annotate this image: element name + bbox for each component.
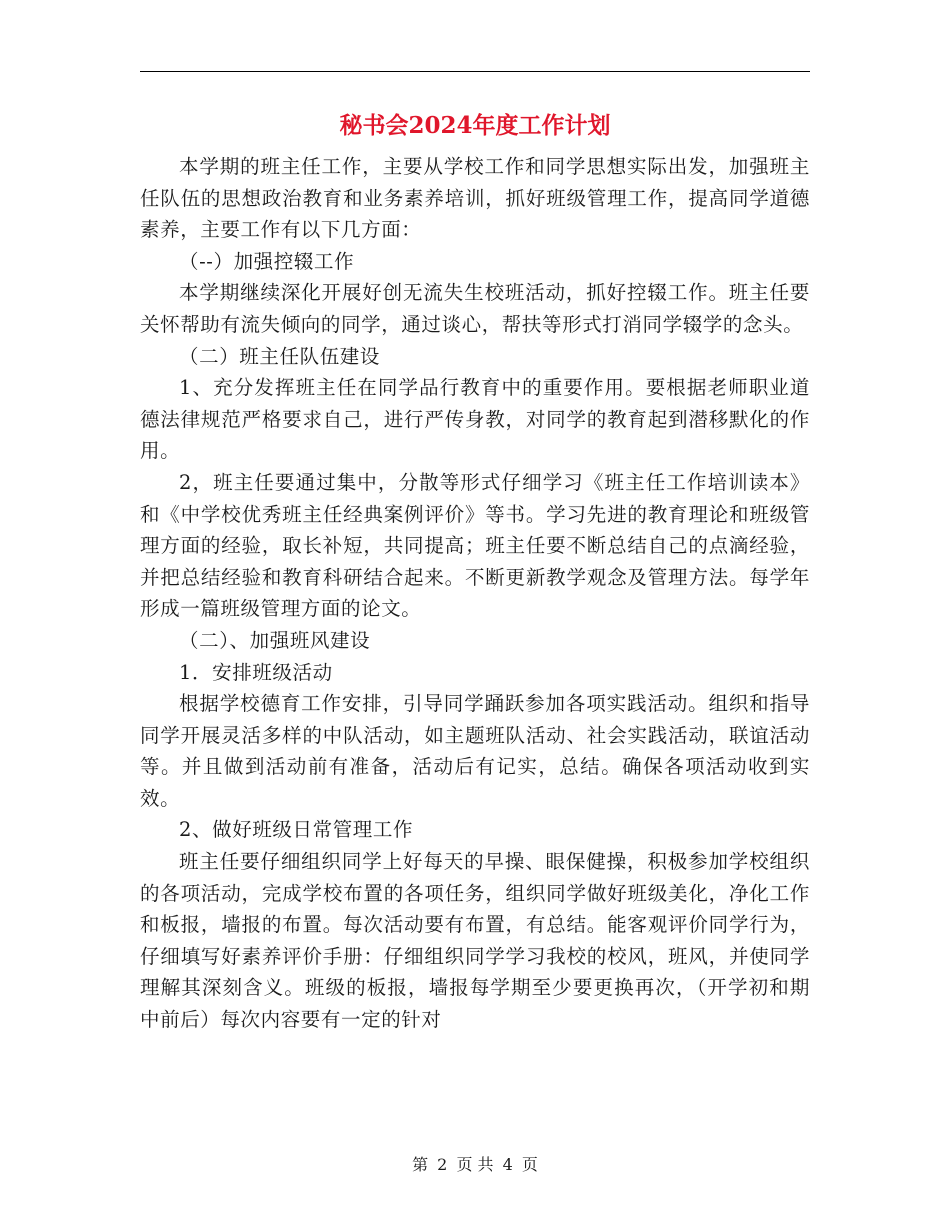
- paragraph: 根据学校德育工作安排，引导同学踊跃参加各项实践活动。组织和指导同学开展灵活多样的中队活动，如主题班队活动、社会实践活动，联谊活动等。并且做到活动前有准备，活动后有记实，总结。确保各项活动收到实效。: [140, 692, 810, 810]
- document-body: [140, 151, 810, 1036]
- paragraph: 班主任要仔细组织同学上好每天的早操、眼保健操，积极参加学校组织的各项活动，完成学校布置的各项任务，组织同学做好班级美化，净化工作和板报，墙报的布置。每次活动要有布置，有总结。能客观评价同学行为，仔细填写好素养评价手册：仔细组织同学学习我校的校风，班风，并使同学理解其深刻含义。班级的板报，墙报每学期至少要更换再次，（开学初和期中前后）每次内容要有一定的针对: [140, 850, 810, 1032]
- paragraph: 本学期继续深化开展好创无流失生校班活动，抓好控辍工作。班主任要关怀帮助有流失倾向的同学，通过谈心，帮扶等形式打消同学辍学的念头。: [140, 281, 810, 336]
- section-heading: （二）班主任队伍建设: [179, 344, 381, 368]
- current-page-number: 2: [437, 1155, 448, 1174]
- total-page-count: 4: [502, 1155, 513, 1174]
- subsection-heading: 1．安排班级活动: [179, 660, 333, 684]
- section-heading: （二）、加强班风建设: [179, 628, 371, 652]
- page-footer: [0, 1153, 950, 1177]
- subsection-heading: 2、做好班级日常管理工作: [179, 818, 414, 842]
- footer-suffix: 页: [521, 1155, 538, 1174]
- paragraph: 2，班主任要通过集中，分散等形式仔细学习《班主任工作培训读本》和《中学校优秀班主任经典案例评价》等书。学习先进的教育理论和班级管理方面的经验，取长补短，共同提高；班主任要不断总结自己的点滴经验，并把总结经验和教育科研结合起来。不断更新教学观念及管理方法。每学年形成一篇班级管理方面的论文。: [140, 470, 810, 621]
- paragraph: 本学期的班主任工作，主要从学校工作和同学思想实际出发，加强班主任队伍的思想政治教育和业务素养培训，抓好班级管理工作，提高同学道德素养，主要工作有以下几方面：: [140, 155, 810, 242]
- document-title: 秘书会2024年度工作计划: [339, 112, 611, 139]
- paragraph: 1、充分发挥班主任在同学品行教育中的重要作用。要根据老师职业道德法律规范严格要求自己，进行严传身教，对同学的教育起到潜移默化的作用。: [140, 376, 810, 463]
- section-heading: （--）加强控辍工作: [179, 249, 355, 273]
- header-rule: [140, 71, 810, 72]
- footer-prefix: 第: [412, 1155, 429, 1174]
- footer-middle: 页 共: [456, 1155, 494, 1174]
